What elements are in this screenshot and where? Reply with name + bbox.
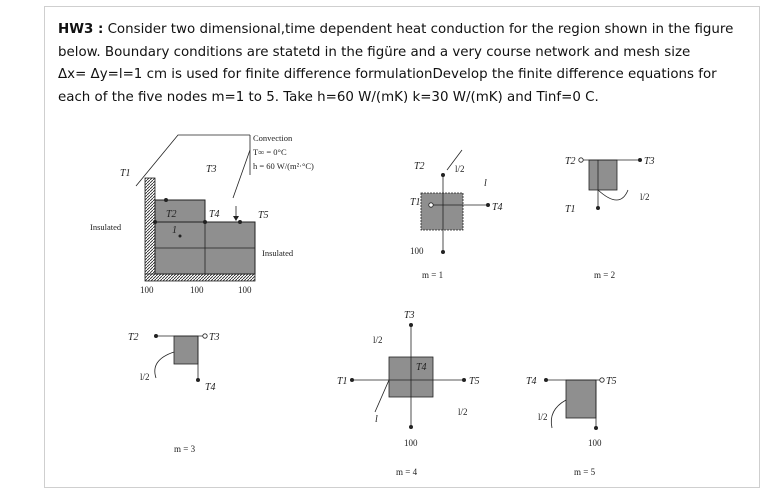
node-t5 (238, 220, 242, 224)
problem-line-3: Δx= Δy=l=1 cm is used for finite difference formulationDevelop the finite difference equations for (58, 67, 717, 82)
svg-text:T1: T1 (565, 204, 576, 215)
problem-line-1: HW3 : Consider two dimensional,time dependent heat conduction for the region shown in the figure (58, 22, 734, 37)
label-m2: m = 2 (594, 270, 616, 280)
shaded-notch (155, 200, 205, 222)
svg-text:T5: T5 (469, 376, 480, 387)
node-t1 (164, 198, 168, 202)
left-insulation (145, 178, 155, 274)
svg-text:l/2: l/2 (640, 192, 650, 202)
svg-text:100: 100 (410, 246, 424, 256)
svg-text:100: 100 (404, 438, 418, 448)
m3-shaded-cell (174, 336, 198, 364)
svg-text:T2: T2 (565, 156, 576, 167)
convection-title: Convection (253, 133, 293, 143)
svg-text:l/2: l/2 (458, 407, 468, 417)
svg-text:T1: T1 (337, 376, 348, 387)
svg-text:T5: T5 (606, 376, 617, 387)
svg-text:l/2: l/2 (373, 335, 383, 345)
svg-text:T4: T4 (205, 382, 216, 393)
node-diagram-m4 (337, 310, 480, 477)
m1-shaded-cell (421, 193, 463, 230)
label-insulated-right: Insulated (262, 248, 294, 258)
problem-line-2: below. Boundary conditions are statetd in the figüre and a very course network and mesh size (58, 44, 691, 60)
label-node-1: 1 (172, 225, 177, 236)
svg-text:l/2: l/2 (455, 164, 465, 174)
label-bottom-100-2: 100 (190, 285, 204, 295)
svg-text:T3: T3 (209, 332, 220, 343)
label-m3: m = 3 (174, 444, 196, 454)
svg-text:T2: T2 (414, 161, 425, 172)
node-diagram-m5 (526, 376, 617, 477)
svg-text:l/2: l/2 (538, 412, 548, 422)
label-m4: m = 4 (396, 467, 418, 477)
label-t3: T3 (206, 164, 217, 175)
node-diagram-m2 (565, 156, 655, 280)
label-bottom-100-3: 100 (238, 285, 252, 295)
label-t2-a: T2 (166, 209, 177, 220)
label-t5-a: T5 (258, 210, 269, 221)
label-m1: m = 1 (422, 270, 444, 280)
svg-text:100: 100 (588, 438, 602, 448)
svg-text:l: l (484, 178, 487, 189)
m2-shaded-cell (589, 160, 617, 190)
node-1 (179, 235, 182, 238)
svg-text:l/2: l/2 (140, 372, 150, 382)
svg-text:T4: T4 (416, 362, 427, 373)
convection-leader-2 (233, 150, 250, 198)
svg-text:T1: T1 (410, 197, 421, 208)
svg-text:T4: T4 (492, 202, 503, 213)
node-diagram-m1 (410, 150, 503, 280)
convection-h: h = 60 W/(m²·°C) (253, 161, 314, 171)
m5-shaded-cell (566, 380, 596, 418)
node-t4 (203, 220, 207, 224)
main-region-diagram (90, 133, 314, 295)
svg-text:T2: T2 (128, 332, 139, 343)
label-m5: m = 5 (574, 467, 596, 477)
bottom-insulation (145, 274, 255, 281)
label-insulated-left: Insulated (90, 222, 122, 232)
problem-line-4: each of the five nodes m=1 to 5. Take h=60 W/(mK) k=30 W/(mK) and Tinf=0 C. (58, 89, 599, 105)
label-t4-a: T4 (209, 209, 220, 220)
node-diagram-m3 (128, 332, 220, 454)
svg-text:T3: T3 (644, 156, 655, 167)
svg-text:T3: T3 (404, 310, 415, 321)
label-bottom-100-1: 100 (140, 285, 154, 295)
problem-heading: HW3 : (58, 22, 104, 37)
convection-tinf: T∞ = 0°C (253, 147, 287, 157)
svg-text:l: l (375, 414, 378, 425)
label-t1: T1 (120, 168, 131, 179)
node-t2 (153, 220, 157, 224)
svg-text:T4: T4 (526, 376, 537, 387)
